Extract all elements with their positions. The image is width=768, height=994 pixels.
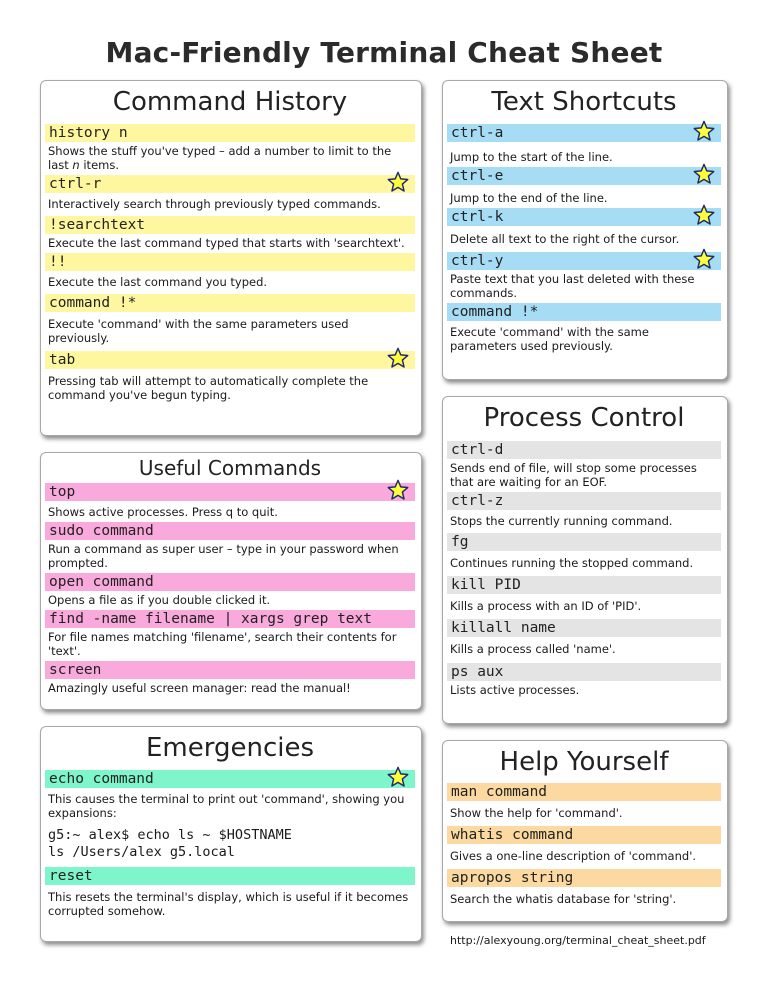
command-label: apropos string (447, 869, 721, 887)
command-description: Search the whatis database for 'string'. (450, 892, 677, 906)
text-shortcuts-card (442, 80, 728, 380)
command-label: top (45, 483, 415, 501)
command-label: ctrl-y (447, 252, 721, 270)
command-label: echo command (45, 770, 415, 788)
code-line: g5:~ alex$ echo ls ~ $HOSTNAME (48, 827, 292, 843)
command-description: Shows the stuff you've typed – add a number to limit to the last n items. (48, 144, 392, 172)
card-title: Text Shortcuts (491, 87, 677, 117)
command-description: Opens a file as if you double clicked it. (48, 593, 271, 607)
command-label: reset (45, 867, 415, 885)
command-label: ctrl-z (447, 492, 721, 510)
command-description: This causes the terminal to print out 'command', showing you expansions: (48, 792, 405, 820)
command-description: Amazingly useful screen manager: read the manual! (48, 681, 351, 695)
useful-commands-card (40, 452, 422, 710)
command-history-card (40, 80, 422, 436)
star-icon (693, 204, 715, 226)
command-label: kill PID (447, 576, 721, 594)
command-label: find -name filename | xargs grep text (45, 610, 415, 628)
command-description: Stops the currently running command. (450, 514, 673, 528)
command-description: Execute 'command' with the same parameters used previously. (48, 317, 349, 345)
command-label: ps aux (447, 663, 721, 681)
help-yourself-card (442, 740, 728, 922)
command-label: ctrl-k (447, 208, 721, 226)
command-description: Interactively search through previously typed commands. (48, 197, 381, 211)
command-description: Kills a process with an ID of 'PID'. (450, 599, 642, 613)
process-control-card (442, 396, 728, 724)
command-label: command !* (447, 303, 721, 321)
star-icon (387, 766, 409, 788)
command-label: ctrl-e (447, 167, 721, 185)
command-label: ctrl-a (447, 124, 721, 142)
command-label: sudo command (45, 522, 415, 540)
command-description: This resets the terminal's display, which is useful if it becomes corrupted somehow. (48, 890, 409, 918)
command-description: Execute the last command typed that starts with 'searchtext'. (48, 236, 405, 250)
card-title: Emergencies (145, 733, 315, 763)
command-label: screen (45, 661, 415, 679)
command-description: Execute 'command' with the same parameters used previously. (450, 325, 649, 353)
code-example (45, 823, 415, 867)
command-label: open command (45, 573, 415, 591)
command-description: Jump to the end of the line. (450, 191, 608, 205)
command-description: Delete all text to the right of the cursor. (450, 232, 680, 246)
page-title: Mac-Friendly Terminal Cheat Sheet (105, 36, 663, 69)
command-description: Gives a one-line description of 'command'. (450, 849, 697, 863)
command-description: Paste text that you last deleted with these commands. (450, 272, 695, 300)
command-description: Shows active processes. Press q to quit. (48, 505, 278, 519)
command-description: Pressing tab will attempt to automatically complete the command you've begun typing. (48, 374, 369, 402)
star-icon (693, 248, 715, 270)
star-icon (387, 171, 409, 193)
command-label: !searchtext (45, 216, 415, 234)
source-url[interactable]: http://alexyoung.org/terminal_cheat_sheet.pdf (450, 934, 706, 947)
command-label: command !* (45, 294, 415, 312)
command-description: Sends end of file, will stop some processes that are waiting for an EOF. (450, 461, 697, 489)
command-description: Continues running the stopped command. (450, 556, 694, 570)
command-label: ctrl-d (447, 441, 721, 459)
command-label: history n (45, 124, 415, 142)
command-description: For file names matching 'filename', search their contents for 'text'. (48, 630, 397, 658)
code-line: ls /Users/alex g5.local (48, 844, 235, 860)
star-icon (693, 120, 715, 142)
command-label: fg (447, 533, 721, 551)
command-label: whatis command (447, 826, 721, 844)
command-label: tab (45, 351, 415, 369)
command-label: !! (45, 253, 415, 271)
card-title: Help Yourself (499, 747, 669, 777)
command-description: Execute the last command you typed. (48, 275, 268, 289)
star-icon (387, 479, 409, 501)
card-title: Command History (112, 87, 348, 117)
command-description: Run a command as super user – type in your password when prompted. (48, 542, 399, 570)
star-icon (387, 347, 409, 369)
command-description: Kills a process called 'name'. (450, 642, 616, 656)
card-title: Useful Commands (138, 456, 322, 480)
emergencies-card (40, 726, 422, 942)
command-description: Lists active processes. (450, 683, 580, 697)
command-label: man command (447, 783, 721, 801)
star-icon (693, 163, 715, 185)
card-title: Process Control (483, 403, 685, 433)
command-description: Jump to the start of the line. (450, 150, 613, 164)
command-label: ctrl-r (45, 175, 415, 193)
command-description: Show the help for 'command'. (450, 806, 623, 820)
command-label: killall name (447, 619, 721, 637)
